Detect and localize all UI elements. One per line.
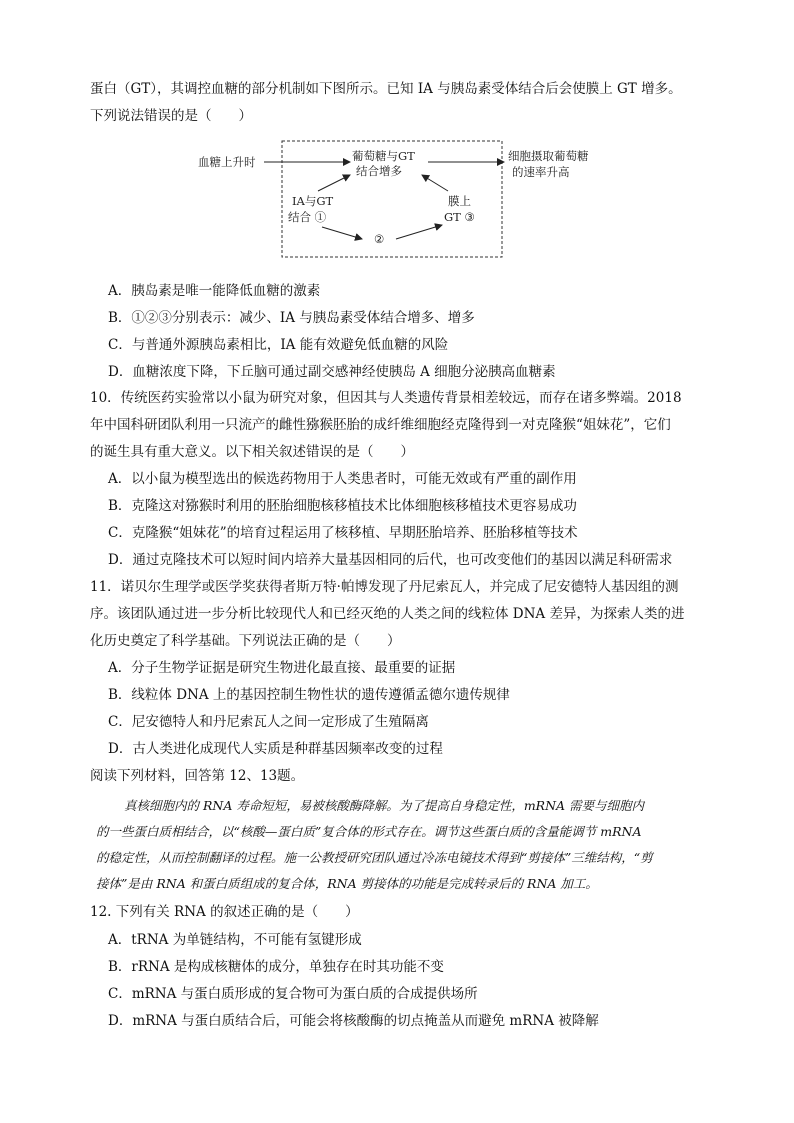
q9-option-b: B．①②③分别表示：减少、IA 与胰岛素受体结合增多、增多 bbox=[108, 310, 475, 326]
q11-option-a: A．分子生物学证据是研究生物进化最直接、最重要的证据 bbox=[108, 660, 456, 676]
q10-stem-line-1: 10．传统医药实验常以小鼠为研究对象，但因其与人类遗传背景相差较远，而存在诸多弊端。2018 bbox=[90, 390, 682, 406]
bottom-node: ② bbox=[374, 232, 385, 246]
q12-option-d: D．mRNA 与蛋白质结合后，可能会将核酸酶的切点掩盖从而避免 mRNA 被降解 bbox=[108, 1013, 599, 1029]
q11-option-c: C．尼安德特人和丹尼索瓦人之间一定形成了生殖隔离 bbox=[108, 714, 429, 730]
regulation-diagram bbox=[190, 133, 630, 265]
q9-option-a: A．胰岛素是唯一能降低血糖的激素 bbox=[108, 283, 321, 299]
arrow-bottom-to-right bbox=[396, 225, 442, 239]
reading-line-3: 的稳定性，从而控制翻译的过程。施一公教授研究团队通过冷冻电镜技术得到“剪接体”三维结构，“剪 bbox=[96, 850, 653, 865]
q12-option-b: B．rRNA 是构成核糖体的成分，单独存在时其功能不变 bbox=[108, 959, 444, 975]
q12-option-a: A．tRNA 为单链结构，不可能有氢键形成 bbox=[108, 932, 362, 948]
reading-heading: 阅读下列材料，回答第 12、13题。 bbox=[90, 768, 305, 784]
q9-option-c: C．与普通外源胰岛素相比，IA 能有效避免低血糖的风险 bbox=[108, 337, 449, 353]
q9-option-d: D．血糖浓度下降，下丘脑可通过副交感神经使胰岛 A 细胞分泌胰高血糖素 bbox=[108, 364, 556, 380]
arrow-right-node-up bbox=[422, 175, 448, 191]
intro-line-1: 蛋白（GT），其调控血糖的部分机制如下图所示。已知 IA 与胰岛素受体结合后会使膜上 GT 增多。 bbox=[90, 81, 682, 97]
arrow-left-to-bottom bbox=[322, 227, 362, 239]
right-node-line-1: 膜上 bbox=[448, 194, 471, 208]
reading-line-1: 真核细胞内的 RNA 寿命短短，易被核酸酶降解。为了提高自身稳定性，mRNA 需要与细胞内 bbox=[124, 798, 645, 813]
q12-stem: 12. 下列有关 RNA 的叙述正确的是（ ） bbox=[90, 904, 359, 920]
right-label-line-2: 的速率升高 bbox=[512, 165, 570, 179]
q10-option-c: C．克隆猴“姐妹花”的培育过程运用了核移植、早期胚胎培养、胚胎移植等技术 bbox=[108, 525, 578, 541]
q10-stem-line-2: 年中国科研团队利用一只流产的雌性猕猴胚胎的成纤维细胞经克隆得到一对克隆猴“姐妹花”，它们 bbox=[90, 417, 671, 433]
q12-option-c: C．mRNA 与蛋白质形成的复合物可为蛋白质的合成提供场所 bbox=[108, 986, 478, 1002]
q11-option-b: B．线粒体 DNA 上的基因控制生物性状的遗传遵循孟德尔遗传规律 bbox=[108, 687, 510, 703]
intro-line-2: 下列说法错误的是（ ） bbox=[90, 108, 252, 124]
q11-stem-line-2: 序。该团队通过进一步分析比较现代人和已经灭绝的人类之间的线粒体 DNA 差异，为探索人类的进 bbox=[90, 606, 685, 622]
reading-line-4: 接体”是由 RNA 和蛋白质组成的复合体，RNA 剪接体的功能是完成转录后的 RNA 加工。 bbox=[96, 876, 598, 891]
q10-option-a: A．以小鼠为模型选出的候选药物用于人类患者时，可能无效或有严重的副作用 bbox=[108, 471, 577, 487]
left-label: 血糖上升时 bbox=[198, 155, 256, 169]
right-node-line-2: GT ③ bbox=[444, 210, 475, 224]
left-node-line-2: 结合 ① bbox=[288, 210, 327, 224]
q11-stem-line-1: 11．诺贝尔生理学或医学奖获得者斯万特·帕博发现了丹尼索瓦人，并完成了尼安德特人基因组的测 bbox=[90, 579, 679, 595]
q11-option-d: D．古人类进化成现代人实质是种群基因频率改变的过程 bbox=[108, 741, 443, 757]
q10-option-b: B．克隆这对猕猴时利用的胚胎细胞核移植技术比体细胞核移植技术更容易成功 bbox=[108, 498, 577, 514]
right-label-line-1: 细胞摄取葡萄糖 bbox=[508, 149, 589, 163]
reading-line-2: 的一些蛋白质相结合，以“核酸—蛋白质”复合体的形式存在。调节这些蛋白质的含量能调节 mRNA bbox=[96, 824, 642, 839]
q11-stem-line-3: 化历史奠定了科学基础。下列说法正确的是（ ） bbox=[90, 633, 401, 649]
left-node-line-1: IA与GT bbox=[292, 194, 334, 208]
center-top-line-1: 葡萄糖与GT bbox=[352, 149, 415, 163]
q10-option-d: D．通过克隆技术可以短时间内培养大量基因相同的后代，也可改变他们的基因以满足科研需求 bbox=[108, 552, 673, 568]
q10-stem-line-3: 的诞生具有重大意义。以下相关叙述错误的是（ ） bbox=[90, 444, 414, 460]
center-top-line-2: 结合增多 bbox=[356, 164, 402, 178]
arrow-left-node-up bbox=[318, 175, 350, 191]
